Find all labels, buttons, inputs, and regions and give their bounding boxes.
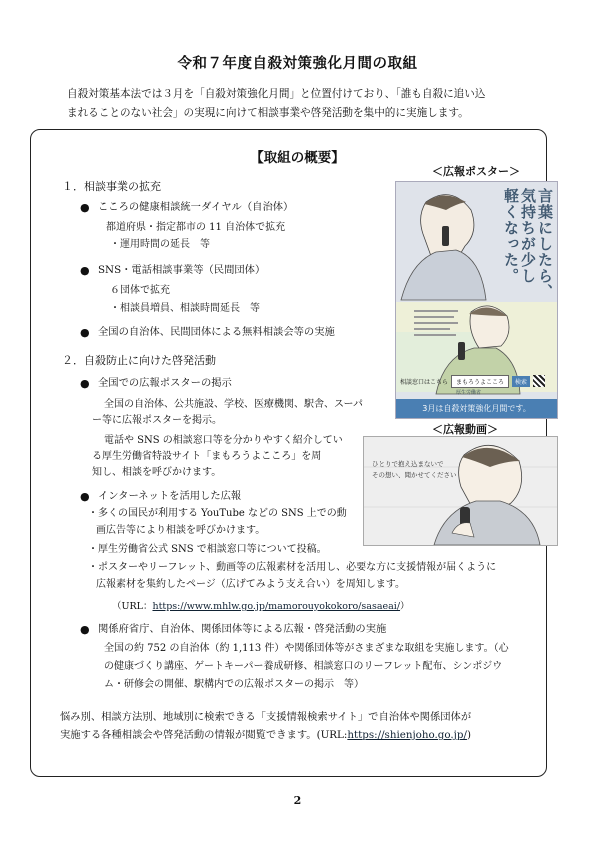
bullet-icon: ● bbox=[80, 377, 90, 390]
section1-item1-label: こころの健康相談統一ダイヤル（自治体） bbox=[98, 201, 294, 213]
section2-item1-p1-line1: 全国の自治体、公共施設、学校、医療機関、駅舎、スーパ bbox=[104, 399, 363, 410]
promo-poster bbox=[395, 181, 558, 419]
section2-item1-p2-line3: 知し、相談を呼びかけます。 bbox=[92, 467, 222, 478]
section2-item2-b3-line2: 広報素材を集約したページ（広げてみよう支え合い）を周知します。 bbox=[96, 579, 405, 590]
sasaeai-link[interactable]: https://www.mhlw.go.jp/mamorouyokokoro/sasaeai/ bbox=[152, 601, 401, 612]
poster-headline-col2: 気持ちが少し bbox=[519, 188, 537, 284]
closing-line1: 悩み別、相談方法別、地域別に検索できる「支援情報検索サイト」で自治体や関係団体が bbox=[60, 711, 472, 723]
video-line1: ひとりで抱え込まないで bbox=[372, 460, 444, 468]
section1-item2-line1: ６団体で拡充 bbox=[110, 285, 170, 296]
video-illustration bbox=[364, 437, 557, 545]
section2-item3-label: 関係府省庁、自治体、関係団体等による広報・啓発活動の実施 bbox=[98, 623, 387, 635]
section2-item1-p1-line2: ー等に広報ポスターを掲示。 bbox=[92, 415, 222, 426]
section2-item1-p2-line2: る厚生労働省特設サイト「まもろうよこころ」を周 bbox=[92, 451, 322, 462]
section2-item2-b1-line1: ・多くの国民が利用する YouTube などの SNS 上での動 bbox=[88, 508, 347, 519]
poster-caption: ＜広報ポスター＞ bbox=[432, 165, 520, 178]
section2-item2-label: インターネットを活用した広報 bbox=[98, 490, 242, 502]
intro-line-1: 自殺対策基本法では３月を「自殺対策強化月間」と位置付けており、「誰も自殺に追い込 bbox=[67, 88, 486, 100]
closing-line2 bbox=[60, 728, 471, 743]
shienjoho-link[interactable]: https://shienjoho.go.jp/ bbox=[347, 729, 467, 741]
video-text bbox=[372, 459, 457, 481]
poster-search-bar bbox=[400, 372, 553, 390]
section2-item3-line2: の健康づくり講座、ゲートキーパー養成研修、相談窓口のリーフレット配布、シンポジウ bbox=[104, 661, 503, 672]
section2-item1-p2-line1: 電話や SNS の相談窓口等を分かりやすく紹介してい bbox=[104, 435, 343, 446]
bullet-icon: ● bbox=[80, 264, 90, 277]
video-caption: ＜広報動画＞ bbox=[432, 423, 498, 436]
url-suffix: ） bbox=[400, 601, 410, 612]
section1-item3-label: 全国の自治体、民間団体による無料相談会等の実施 bbox=[98, 326, 335, 338]
promo-video[interactable] bbox=[363, 436, 558, 546]
closing-line2-text: 実施する各種相談会や啓発活動の情報が閲覧できます。(URL: bbox=[60, 729, 348, 741]
section2-item3-line1: 全国の約 752 の自治体（約 1,113 件）や関係団体等がさまざまな取組を実施します。（心 bbox=[104, 643, 509, 654]
url-prefix: （URL： bbox=[112, 601, 153, 612]
page-title: 令和７年度自殺対策強化月間の取組 bbox=[177, 55, 418, 72]
section1-item1-line2: ・運用時間の延長 等 bbox=[110, 239, 210, 250]
poster-headline-col1: 言葉にしたら、 bbox=[536, 188, 554, 300]
poster-headline-col3: 軽くなった。 bbox=[502, 188, 520, 284]
intro-line-2: まれることのない社会」の実現に向けて相談事業や啓発活動を集中的に実施します。 bbox=[67, 107, 469, 119]
section1-item2-line2: ・相談員増員、相談時間延長 等 bbox=[110, 303, 260, 314]
section1-heading: １．相談事業の拡充 bbox=[62, 180, 161, 193]
closing-line2-suffix: ) bbox=[466, 729, 471, 741]
section2-item2-b2: ・厚生労働省公式 SNS で相談窓口等について投稿。 bbox=[88, 544, 327, 555]
section1-item2-label: SNS・電話相談事業等（民間団体） bbox=[98, 264, 266, 276]
poster-headline bbox=[502, 188, 553, 300]
intro-paragraph bbox=[67, 85, 547, 123]
bullet-icon: ● bbox=[80, 326, 90, 339]
video-line2: その想い、聞かせてください bbox=[372, 471, 457, 479]
poster-footer: 3月は自殺対策強化月間です。 bbox=[396, 399, 557, 418]
section2-item3-line3: ム・研修会の開催、駅構内での広報ポスターの掲示 等） bbox=[104, 679, 364, 690]
poster-search-button: 検索 bbox=[512, 376, 530, 387]
section2-item2-b3-line1: ・ポスターやリーフレット、動画等の広報素材を活用し、必要な方に支援情報が届くように bbox=[88, 562, 497, 573]
sasaeai-url-line bbox=[112, 599, 410, 614]
poster-site-name: まもろうよこころ bbox=[451, 375, 509, 388]
section2-item2-b1-line2: 画広告等により相談を呼びかけます。 bbox=[96, 525, 266, 536]
qr-code-icon bbox=[533, 375, 545, 387]
overview-title: 【取組の概要】 bbox=[250, 150, 345, 166]
bullet-icon: ● bbox=[80, 623, 90, 636]
section1-item1-line1: 都道府県・指定都市の 11 自治体で拡充 bbox=[106, 222, 286, 233]
bullet-icon: ● bbox=[80, 490, 90, 503]
page-number: 2 bbox=[293, 794, 302, 807]
section2-heading: ２．自殺防止に向けた啓発活動 bbox=[62, 354, 216, 367]
section2-item1-label: 全国での広報ポスターの掲示 bbox=[98, 377, 232, 389]
poster-window-label: 相談窓口はこちら bbox=[400, 378, 449, 386]
bullet-icon: ● bbox=[80, 201, 90, 214]
poster-ministry: 厚生労働省 bbox=[456, 390, 482, 396]
